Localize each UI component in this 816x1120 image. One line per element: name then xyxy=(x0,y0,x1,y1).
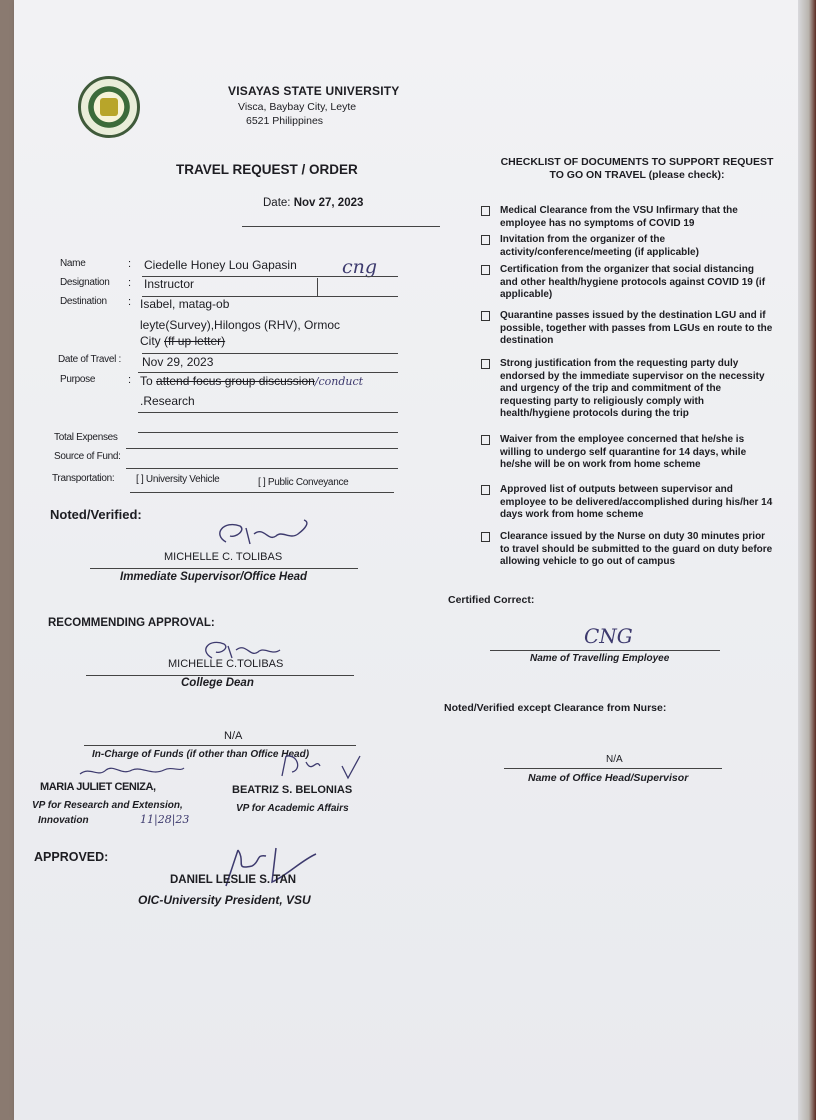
form-title: TRAVEL REQUEST / ORDER xyxy=(176,162,358,177)
checklist-item: Clearance issued by the Nurse on duty 30 minutes prior to travel should be submitted to the guard on duty before allowing vehicle to go out of campus xyxy=(484,531,774,569)
destination-line1: Isabel, matag-ob xyxy=(140,297,230,311)
checkbox[interactable] xyxy=(481,311,490,321)
date-underline xyxy=(242,226,440,227)
transport-public-conveyance: [ ] Public Conveyance xyxy=(258,477,349,488)
checkbox[interactable] xyxy=(481,532,490,542)
document-page: VISAYAS STATE UNIVERSITY Visca, Baybay City, Leyte 6521 Philippines TRAVEL REQUEST / ORDER Date: Nov 27, 2023 Name : Ciedelle Honey Lou Gapasin cng Designation : Instructor Destination : Isabel, matag-ob leyte(Survey),Hilongos (RHV), Ormoc City (ff up letter) Date of Travel : Nov 29, 2023 Purpose : To attend focus group discussion/conduct .Research Total Expenses Source of Fund: Transportation: [ ] University Vehicle [ ] Public Conveyance Noted/Verified: MICHELLE C. TOLIBAS Immediate Supervisor/Office Head RECOMMENDING APPROVAL: MICHELLE C.TOLIBAS College Dean N/A In-Charge of Funds (if other than Office Head) MARIA JULIET CENIZA, VP for Research and Extension, Innovation 11|28|23 BEATRIZ S. BELONIAS VP for Academic Affairs APPROVED: DANIEL LESLIE S. TAN OIC-University President, VSU CHECKLIST OF DOCUMENTS TO SUPPORT REQUEST TO GO ON TRAVEL (please check): Medical Clearance from the VSU Infirmary that the employee has no symptoms of COVID 19 Invitation from the organizer of the activity/conference/meeting (if applicable) Certification from the organizer that social distancing and other health/hygiene protocols against COVID 19 (if applicable) Quarantine passes issued by the destination LGU and if possible, together with passes from LGUs en route to the destination Strong justification from the requesting party duly endorsed by the immediate supervisor on the necessity and urgency of the trip and commitment of the requesting party to religiously comply with health/hygiene protocols during the trip Waiver from the employee concerned that he/she is willing to undergo self quarantine for 14 days, while he/she will be on work from home scheme Approved list of outputs between supervisor and employee to be delivered/accomplished during his/her 14 days work from home scheme Clearance issued by the Nurse on duty 30 minutes prior to travel should be submitted to the guard on duty before allowing vehicle to go out of campus Certified Correct: CNG Name of Travelling Employee Noted/Verified except Clearance from Nurse: N/A Name of Office Head/Supervisor xyxy=(14,0,802,1120)
checklist-item: Approved list of outputs between supervisor and employee to be delivered/accomplished during his/her 14 days work from home scheme xyxy=(484,484,774,522)
employee-initials: CNG xyxy=(584,624,633,648)
total-expenses-label: Total Expenses xyxy=(54,432,118,443)
checklist-item: Certification from the organizer that social distancing and other health/hygiene protocols against COVID 19 (if applicable) xyxy=(484,264,774,302)
vp-research-role: VP for Research and Extension, xyxy=(32,800,183,811)
supervisor-role: Immediate Supervisor/Office Head xyxy=(120,571,308,583)
office-head-value: N/A xyxy=(606,754,623,765)
checklist-item: Strong justification from the requesting party duly endorsed by the immediate supervisor on the necessity and urgency of the trip and commitment of the requesting party to religiously comply with health/hygiene protocols during the trip xyxy=(484,358,774,421)
supervisor-signature xyxy=(206,516,316,554)
checkbox[interactable] xyxy=(481,359,490,369)
vp-research-name: MARIA JULIET CENIZA, xyxy=(40,781,156,793)
vp-research-date: 11|28|23 xyxy=(140,813,190,826)
checklist-item: Medical Clearance from the VSU Infirmary that the employee has no symptoms of COVID 19 xyxy=(484,205,774,230)
vp-research-role-line2: Innovation xyxy=(38,815,89,826)
name-value: Ciedelle Honey Lou Gapasin xyxy=(144,258,297,272)
vp-research-signature xyxy=(76,762,186,782)
purpose-line2: .Research xyxy=(140,394,195,408)
supervisor-name: MICHELLE C. TOLIBAS xyxy=(164,551,283,563)
president-name: DANIEL LESLIE S. TAN xyxy=(170,874,297,886)
destination-line3: City (ff up letter) xyxy=(140,334,226,348)
transportation-label: Transportation: xyxy=(52,473,115,484)
date-of-travel-label: Date of Travel : xyxy=(58,354,122,365)
travelling-employee-role: Name of Travelling Employee xyxy=(530,653,670,664)
checklist-item: Waiver from the employee concerned that he/she is willing to undergo self quarantine for 14 days, while he/she will be on work from home scheme xyxy=(484,434,774,472)
designation-label: Designation xyxy=(60,277,110,288)
office-head-role: Name of Office Head/Supervisor xyxy=(528,772,689,784)
purpose-value: To attend focus group discussion/conduct xyxy=(140,374,364,388)
vp-academic-signature xyxy=(276,752,366,782)
checkbox[interactable] xyxy=(481,265,490,275)
name-initials: cng xyxy=(342,256,378,278)
funds-role: In-Charge of Funds (if other than Office Head) xyxy=(92,749,310,760)
designation-value: Instructor xyxy=(144,277,195,291)
name-label: Name xyxy=(60,258,86,269)
purpose-label: Purpose xyxy=(60,374,96,385)
transport-university-vehicle: [ ] University Vehicle xyxy=(136,474,220,485)
checklist-item: Quarantine passes issued by the destination LGU and if possible, together with passes from LGUs en route to the destination xyxy=(484,310,774,348)
checkbox[interactable] xyxy=(481,235,490,245)
page-edge xyxy=(798,0,816,1120)
certified-correct-label: Certified Correct: xyxy=(448,594,535,606)
university-name: VISAYAS STATE UNIVERSITY xyxy=(228,84,400,98)
destination-label: Destination xyxy=(60,296,107,307)
approved-label: APPROVED: xyxy=(34,850,109,864)
checklist-title: CHECKLIST OF DOCUMENTS TO SUPPORT REQUEST TO GO ON TRAVEL (please check): xyxy=(500,156,774,181)
destination-line2: leyte(Survey),Hilongos (RHV), Ormoc xyxy=(140,318,341,332)
source-of-fund-label: Source of Fund: xyxy=(54,451,121,462)
university-seal-icon xyxy=(78,76,140,138)
noted-verified-label: Noted/Verified: xyxy=(50,507,142,522)
noted-except-label: Noted/Verified except Clearance from Nurse: xyxy=(444,702,667,714)
dean-role: College Dean xyxy=(181,677,254,689)
checkbox[interactable] xyxy=(481,435,490,445)
dean-name: MICHELLE C.TOLIBAS xyxy=(168,658,284,670)
date-of-travel-value: Nov 29, 2023 xyxy=(142,355,214,369)
form-date: Date: Nov 27, 2023 xyxy=(263,197,364,209)
vp-academic-name: BEATRIZ S. BELONIAS xyxy=(232,784,353,796)
checkbox[interactable] xyxy=(481,485,490,495)
university-address: Visca, Baybay City, Leyte 6521 Philippines xyxy=(238,101,357,127)
recommending-approval-label: RECOMMENDING APPROVAL: xyxy=(48,617,215,629)
vp-academic-role: VP for Academic Affairs xyxy=(236,803,349,814)
funds-value: N/A xyxy=(224,730,243,742)
checklist-item: Invitation from the organizer of the activity/conference/meeting (if applicable) xyxy=(484,234,774,259)
checkbox[interactable] xyxy=(481,206,490,216)
president-role: OIC-University President, VSU xyxy=(138,893,311,907)
